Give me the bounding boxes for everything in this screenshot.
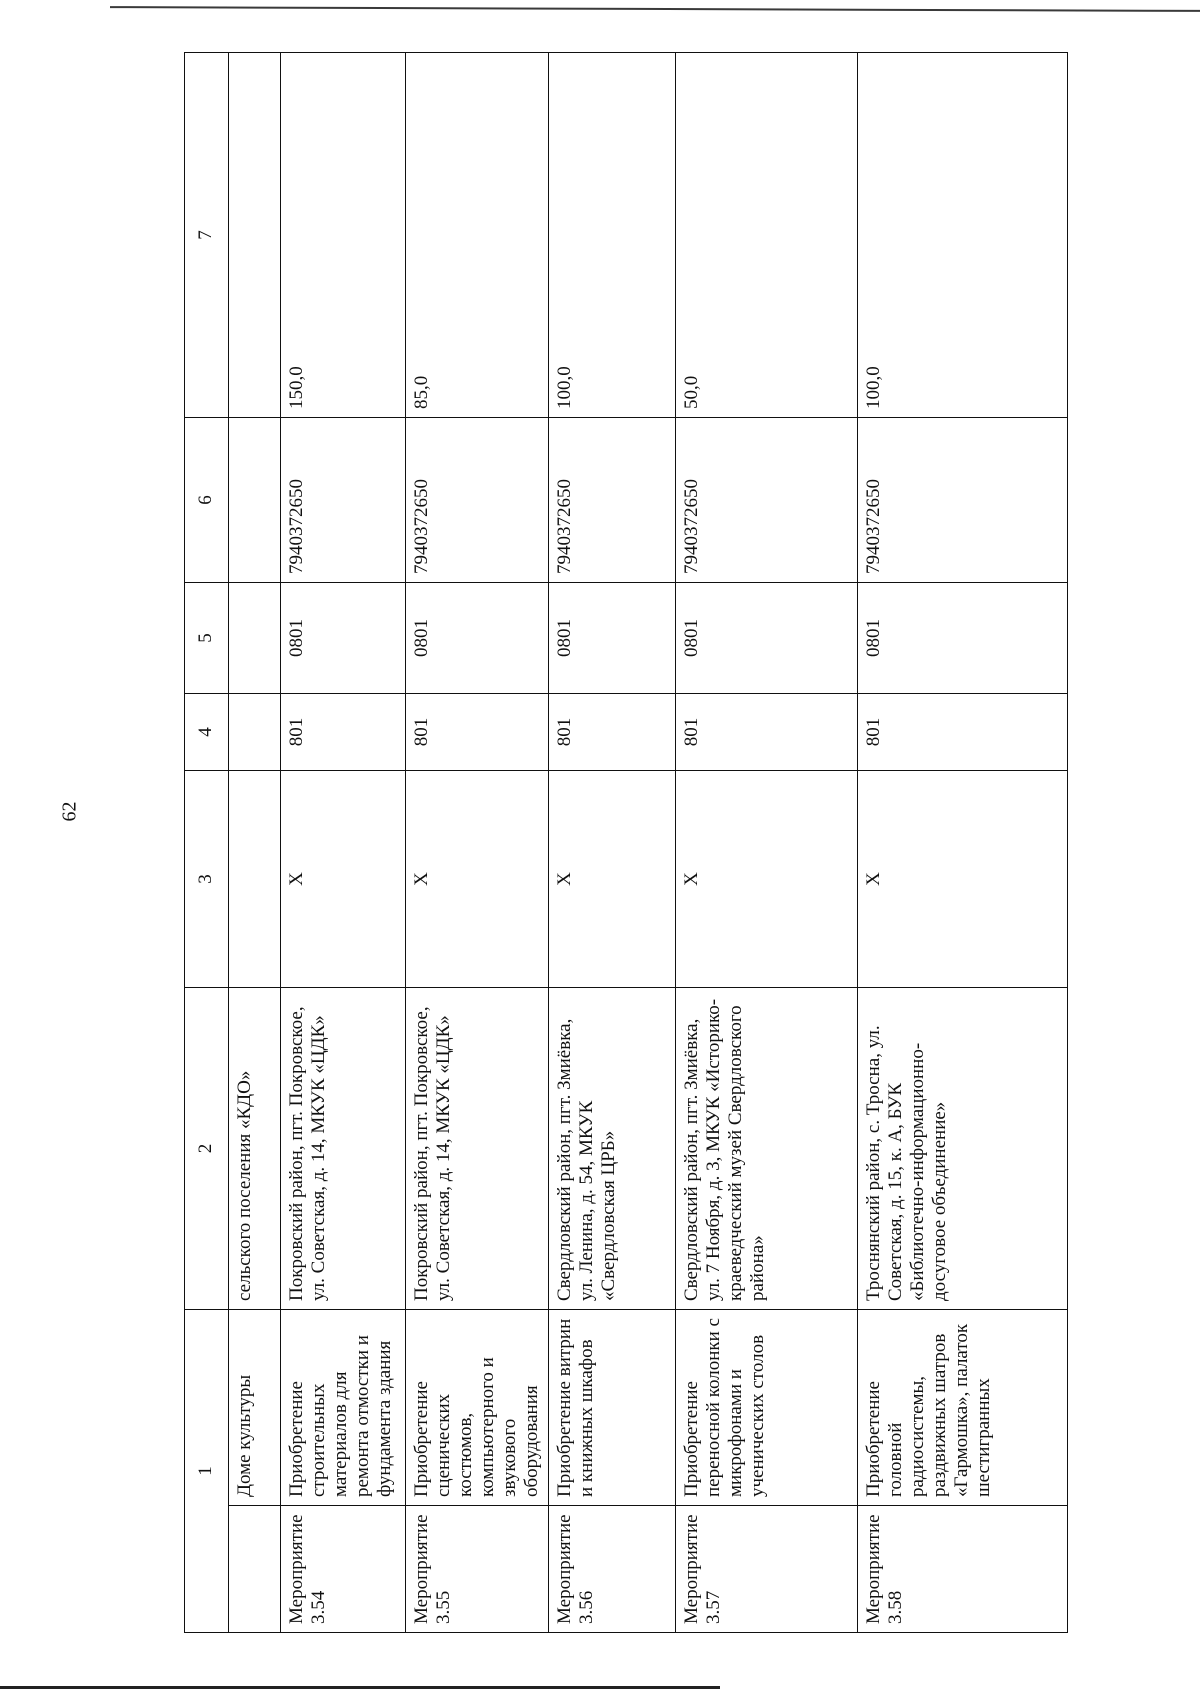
column-4-cell: 801 (676, 694, 858, 771)
column-3-cell: X (676, 771, 858, 988)
col-number-3: 3 (185, 771, 229, 988)
continuation-cell-3 (229, 771, 281, 988)
location-cell: Покровский район, пгт. Покровское, ул. Советская, д. 14, МКУК «ЦДК» (406, 988, 549, 1310)
amount-cell: 100,0 (858, 53, 1068, 418)
column-5-cell: 0801 (281, 583, 406, 694)
event-cell: Мероприятие 3.56 (549, 1506, 676, 1633)
col-number-2: 2 (185, 988, 229, 1310)
amount-cell: 150,0 (281, 53, 406, 418)
scan-edge-top (110, 6, 1200, 12)
table-row (281, 53, 406, 1633)
table-row (406, 53, 549, 1633)
event-cell: Мероприятие 3.54 (281, 1506, 406, 1633)
col-number-7: 7 (185, 53, 229, 418)
page-number: 62 (58, 801, 81, 822)
description-cell: Приобретение строительных материалов для ремонта отмостки и фундамента здания (281, 1310, 406, 1506)
column-5-cell: 0801 (406, 583, 549, 694)
description-cell: Приобретение переносной колонки с микрофонами и ученических столов (676, 1310, 858, 1506)
table-row (549, 53, 676, 1633)
column-4-cell: 801 (406, 694, 549, 771)
continuation-cell-description: Доме культуры (229, 1310, 281, 1506)
column-numbers-row (185, 53, 229, 1633)
column-3-cell: X (281, 771, 406, 988)
continuation-cell-7 (229, 53, 281, 418)
column-3-cell: X (549, 771, 676, 988)
amount-cell: 50,0 (676, 53, 858, 418)
table-row (858, 53, 1068, 1633)
column-4-cell: 801 (858, 694, 1068, 771)
table-row (676, 53, 858, 1633)
description-cell: Приобретение витрин и книжных шкафов (549, 1310, 676, 1506)
table-container (184, 53, 1049, 1633)
column-4-cell: 801 (281, 694, 406, 771)
location-cell: Свердловский район, пгт. Змиёвка, ул. 7 Ноября, д. 3, МКУК «Историко-краеведческий музей Свердловского района» (676, 988, 858, 1310)
column-6-cell: 7940372650 (858, 418, 1068, 583)
col-number-5: 5 (185, 583, 229, 694)
column-6-cell: 7940372650 (281, 418, 406, 583)
column-3-cell: X (406, 771, 549, 988)
continuation-cell-4 (229, 694, 281, 771)
description-cell: Приобретение головной радиосистемы, раздвижных шатров «Гармошка», палаток шестигранных (858, 1310, 1068, 1506)
continuation-row (229, 53, 281, 1633)
event-cell: Мероприятие 3.57 (676, 1506, 858, 1633)
amount-cell: 100,0 (549, 53, 676, 418)
column-5-cell: 0801 (676, 583, 858, 694)
continuation-cell-5 (229, 583, 281, 694)
column-5-cell: 0801 (549, 583, 676, 694)
col-number-1: 1 (185, 1310, 229, 1633)
description-cell: Приобретение сценических костюмов, компьютерного и звукового оборудования (406, 1310, 549, 1506)
location-cell: Покровский район, пгт. Покровское, ул. Советская, д. 14, МКУК «ЦДК» (281, 988, 406, 1310)
column-5-cell: 0801 (858, 583, 1068, 694)
column-6-cell: 7940372650 (406, 418, 549, 583)
continuation-cell-6 (229, 418, 281, 583)
continuation-cell-event (229, 1506, 281, 1633)
continuation-cell-location: сельского поселения «КДО» (229, 988, 281, 1310)
column-4-cell: 801 (549, 694, 676, 771)
column-6-cell: 7940372650 (549, 418, 676, 583)
column-3-cell: X (858, 771, 1068, 988)
col-number-6: 6 (185, 418, 229, 583)
event-cell: Мероприятие 3.58 (858, 1506, 1068, 1633)
location-cell: Свердловский район, пгт. Змиёвка, ул. Ленина, д. 54, МКУК «Свердловская ЦРБ» (549, 988, 676, 1310)
scan-edge-bottom (0, 1686, 720, 1689)
amount-cell: 85,0 (406, 53, 549, 418)
event-cell: Мероприятие 3.55 (406, 1506, 549, 1633)
col-number-4: 4 (185, 694, 229, 771)
funding-table (184, 52, 1068, 1633)
location-cell: Троснянский район, с. Тросна, ул. Советская, д. 15, к. А, БУК «Библиотечно-информационно-досуговое объединение» (858, 988, 1068, 1310)
column-6-cell: 7940372650 (676, 418, 858, 583)
